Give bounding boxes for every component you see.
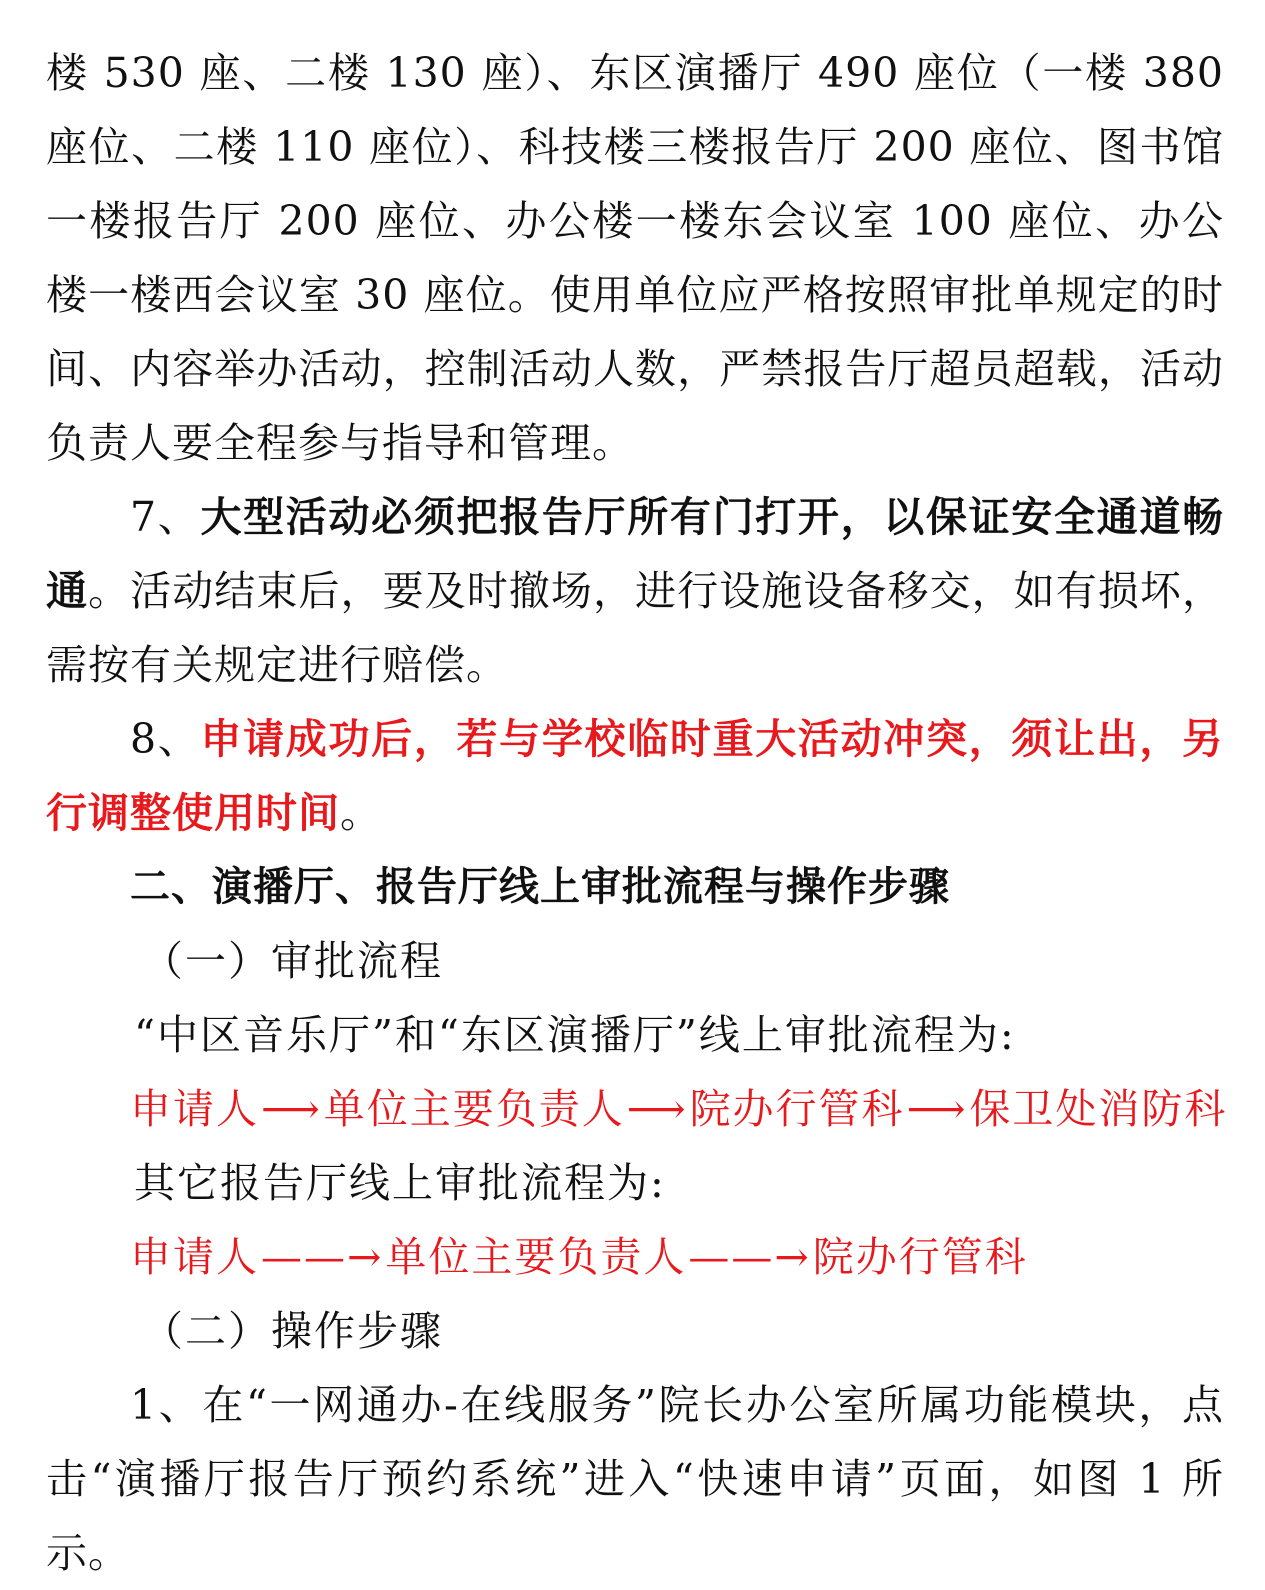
long-arrow-icon: ——→ — [261, 1233, 384, 1281]
flow-1-step-3: 院办行管科 — [689, 1085, 905, 1133]
arrow-icon: ⟶ — [626, 1085, 688, 1133]
flow-2-step-2: 单位主要负责人 — [385, 1233, 687, 1281]
flow-2-step-3: 院办行管科 — [812, 1233, 1028, 1281]
subheading-approval-process: （一）审批流程 — [142, 937, 443, 985]
paragraph-rule-7 — [46, 480, 1224, 702]
flow-1-step-2: 单位主要负责人 — [323, 1085, 625, 1133]
paragraph-rule-8 — [46, 702, 1224, 850]
rule-7-bold-text: 大型活动必须把报告厅所有门打开，以保证安全通道畅通 — [46, 493, 1225, 615]
rule-8-number: 8、 — [130, 715, 201, 763]
flow-1-step-4: 保卫处消防科 — [969, 1085, 1228, 1133]
flow-1-intro: “中区音乐厅”和“东区演播厅”线上审批流程为: — [134, 1011, 1016, 1059]
rule-8-red-text: 申请成功后，若与学校临时重大活动冲突，须让出，另行调整使用时间 — [46, 715, 1225, 837]
document-page — [46, 36, 1228, 1590]
section-heading-2: 二、演播厅、报告厅线上审批流程与操作步骤 — [130, 864, 950, 910]
flow-2-step-1: 申请人 — [130, 1233, 259, 1281]
arrow-icon: ⟶ — [906, 1085, 968, 1133]
rule-7-rest-text: 。活动结束后，要及时撤场，进行设施设备移交，如有损坏，需按有关规定进行赔偿。 — [46, 567, 1225, 689]
paragraph-step-1: 1、在“一网通办-在线服务”院长办公室所属功能模块，点击“演播厅报告厅预约系统”进入“快速申请”页面，如图 1 所示。 — [46, 1381, 1224, 1577]
arrow-icon: ⟶ — [261, 1085, 322, 1133]
paragraph-venue-capacity: 楼 530 座、二楼 130 座）、东区演播厅 490 座位（一楼 380 座位、二楼 110 座位）、科技楼三楼报告厅 200 座位、图书馆一楼报告厅 200 座位、办公楼一楼东会议室 100 座位、办公楼一楼西会议室 30 座位。使用单位应严格按照审批单规定的时间、内容举办活动，控制活动人数，严禁报告厅超员超载，活动负责人要全程参与指导和管理。 — [46, 49, 1224, 467]
rule-7-number: 7、 — [130, 493, 201, 541]
long-arrow-icon: ——→ — [688, 1233, 811, 1281]
flow-2-steps — [46, 1220, 1224, 1294]
flow-1-steps — [46, 1072, 1228, 1146]
rule-8-end: 。 — [340, 789, 382, 837]
subheading-operation-steps: （二）操作步骤 — [142, 1307, 443, 1355]
flow-2-intro: 其它报告厅线上审批流程为: — [134, 1159, 666, 1207]
flow-1-step-1: 申请人 — [130, 1085, 259, 1133]
